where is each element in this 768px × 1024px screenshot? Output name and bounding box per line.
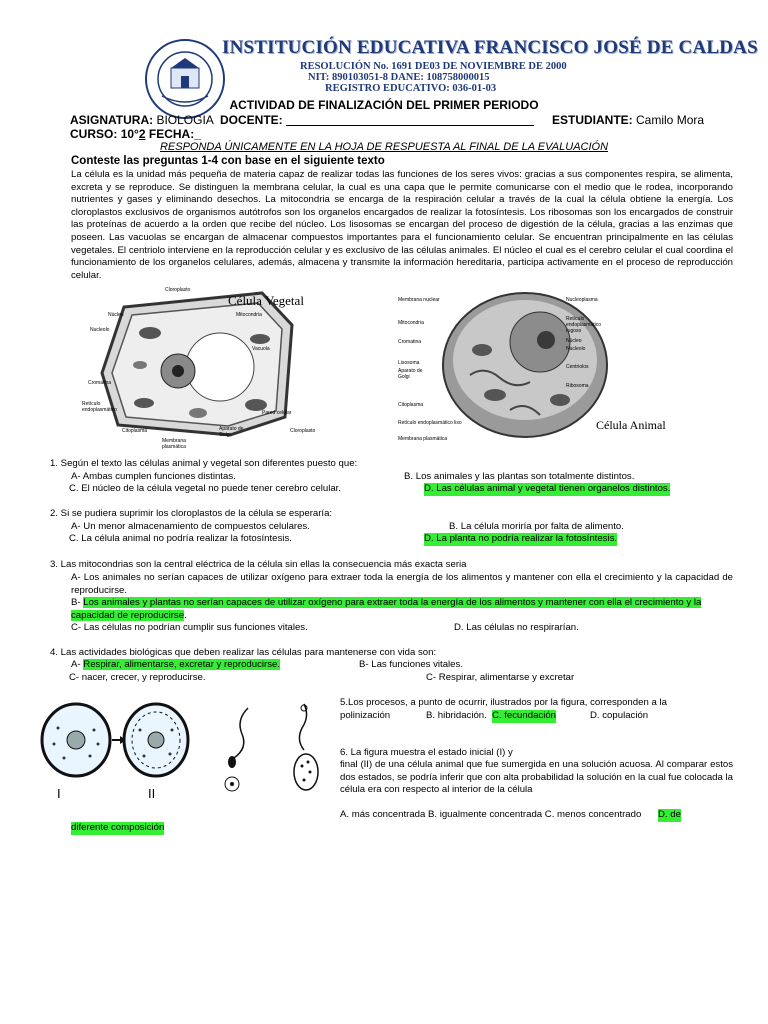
question-4-option-b[interactable]: B- Las funciones vitales. [359, 659, 463, 670]
plant-label-reticulum: Retículo endoplasmático [82, 401, 118, 413]
question-1-option-a[interactable]: A- Ambas cumplen funciones distintas. [71, 471, 236, 482]
animal-cell-title: Célula Animal [596, 418, 666, 432]
plant-label-nucleolus: Nucleolo [90, 327, 110, 333]
resolution-line: RESOLUCIÓN No. 1691 DE03 DE NOVIEMBRE DE 2000 [300, 61, 567, 72]
question-3-option-b-prefix: B- [71, 597, 81, 608]
animal-label-smooth-er: Retículo endoplasmático liso [398, 420, 462, 426]
state-label-i: I [57, 786, 61, 801]
question-4-option-a-text: Respirar, alimentarse, excretar y reproducirse. [83, 659, 281, 670]
plant-label-chloroplast: Cloroplasto [165, 287, 191, 293]
teacher-field [220, 113, 283, 127]
plant-label-cell-wall: Pared celular [262, 410, 292, 416]
teacher-label: DOCENTE: [220, 113, 283, 127]
animal-label-nucleoplasm: Nucleoplasma [566, 297, 598, 303]
school-name: INSTITUCIÓN EDUCATIVA FRANCISCO JOSÉ DE CALDAS [222, 37, 758, 58]
question-4-option-a-prefix: A- [71, 659, 81, 670]
question-2-stem: 2. Si se pudiera suprimir los cloroplastos de la célula se esperaría: [50, 508, 333, 519]
question-1-stem: 1. Según el texto las células animal y vegetal son diferentes puesto que: [50, 458, 358, 469]
student-field [552, 113, 704, 127]
question-2-option-a[interactable]: A- Un menor almacenamiento de compuestos celulares. [71, 521, 310, 532]
question-3-option-b-text: Los animales y plantas no serían capaces de utilizar oxígeno para extraer toda la energía de los alimentos y mantener con ella el crecimiento y la capacidad de reproducirse [71, 597, 702, 621]
question-1-option-b[interactable]: B. Los animales y las plantas son totalmente distintos. [404, 471, 635, 482]
plant-label-chloroplast-2: Cloroplasto [290, 428, 316, 434]
question-5-option-b[interactable]: B. hibridación. [426, 710, 487, 721]
question-3-option-a[interactable]: A- Los animales no serían capaces de utilizar oxígeno para extraer toda la energía de los alimentos y mantener con ella el crecimiento y la capacidad de reproducirse. [71, 572, 733, 596]
plant-cell-figure [80, 285, 350, 445]
course-field [70, 127, 201, 141]
question-3-option-b-suffix: . [184, 609, 187, 621]
course-label: CURSO: [70, 127, 118, 141]
student-label: ESTUDIANTE: [552, 113, 633, 127]
plant-label-vacuole: Vacuola [252, 346, 270, 352]
teacher-blank[interactable] [286, 125, 534, 126]
subject-value: BIOLOGIA [156, 113, 214, 127]
animal-label-plasma-membrane: Membrana plasmática [398, 436, 448, 442]
question-3-option-b[interactable] [71, 597, 733, 622]
animal-label-golgi: Aparato de Golgi [398, 368, 423, 380]
question-6-option-d[interactable]: D. de [658, 809, 681, 820]
plant-label-membrane: Membrana plasmática [162, 438, 186, 450]
plant-label-cytoplasm: Citoplasma [122, 428, 148, 434]
animal-label-nuclear-membrane: Membrana nuclear [398, 297, 440, 303]
question-4-option-d[interactable]: C- Respirar, alimentarse y excretar [426, 672, 575, 683]
animal-label-nucleus: Núcleo [566, 338, 582, 344]
animal-label-mitochondria: Mitocondria [398, 320, 424, 326]
state-label-ii: II [148, 786, 156, 801]
course-group: 2 [138, 127, 146, 141]
date-label: FECHA:_ [148, 127, 201, 141]
plant-label-nucleus: Núcleo [108, 312, 124, 318]
question-5-stem: 5.Los procesos, a punto de ocurrir, ilustrados por la figura, corresponden a la [340, 697, 667, 708]
plant-cell-title: Célula Vegetal [228, 293, 304, 308]
animal-label-nucleolus: Nucleolo [566, 346, 586, 352]
question-1-option-d[interactable]: D. Las células animal y vegetal tienen organelos distintos. [424, 483, 671, 494]
question-5-option-c[interactable]: C. fecundación [492, 710, 556, 721]
course-value: 10° [120, 127, 139, 141]
question-6-stem: final (II) de una célula animal que fue sumergida en una solución acuosa. Al comparar estos dos estados, se podría inferir que con alta probabilidad la solución en la cual fue colocada la célula era con respecto al interior de la célula [340, 759, 733, 796]
question-4-stem: 4. Las actividades biológicas que deben realizar las células para mantenerse con vida son: [50, 647, 437, 658]
plant-label-mitochondria: Mitocondria [236, 312, 262, 318]
subject-label: ASIGNATURA: [70, 113, 154, 127]
nit-line: NIT: 890103051-8 DANE: 108758000015 [308, 72, 490, 83]
animal-label-cytoplasm: Citoplasma [398, 402, 424, 408]
activity-title: ACTIVIDAD DE FINALIZACIÓN DEL PRIMER PERIODO [229, 98, 539, 112]
question-4-option-c[interactable]: C- nacer, crecer, y reproducirse. [69, 672, 206, 683]
animal-label-ribosome: Ribosoma [566, 383, 589, 389]
question-6-option-d-continued[interactable]: diferente composición [71, 822, 165, 833]
question-2-option-c[interactable]: C. La célula animal no podría realizar la fotosíntesis. [69, 533, 292, 544]
student-value: Camilo Mora [636, 113, 705, 127]
question-3-stem: 3. Las mitocondrias son la central eléctrica de la célula sin ellas la consecuencia más exacta seria [50, 559, 467, 570]
registry-line: REGISTRO EDUCATIVO: 036-01-03 [325, 83, 497, 94]
question-3-option-d[interactable]: D. Las células no respirarían. [454, 622, 579, 633]
question-1-option-c[interactable]: C. El núcleo de la célula vegetal no puede tener cerebro celular. [69, 483, 341, 494]
plant-label-golgi: Aparato de Golgi [219, 426, 244, 438]
fertilization-figure [196, 700, 336, 810]
animal-label-chromatin: Cromatina [398, 339, 422, 345]
animal-label-centrioles: Centriolos [566, 364, 589, 370]
plant-label-chromatin: Cromatina [88, 380, 112, 386]
instruction: RESPONDA ÚNICAMENTE EN LA HOJA DE RESPUESTA AL FINAL DE LA EVALUACIÓN [159, 141, 609, 153]
reading-passage: La célula es la unidad más pequeña de materia capaz de realizar todas las funciones de los seres vivos: gracias a sus componentes respira, se alimenta, excreta y se reproduce. Se distinguen la membrana celular, la cual es una capa que le permite comunicarse con el medio que le rodea, incorporando nutrientes y gases y eliminando desechos. La mitocondria se encarga de la respiración celular a través de la cual la célula obtiene la energía. Los cloroplastos exclusivos de organismos autótrofos son los organelos encargados de realizar la fotosíntesis. Los ribosomas son los encargados de construir las proteínas de acuerdo a la orden que recibe del núcleo. Los lisosomas se encargan del proceso de digestión de la célula, gracias a las enzimas que poseen. Las vacuolas se encargan de almacenar compuestos importantes para el funcionamiento celular. Se encuentran principalmente en las células vegetales. El centriolo interviene en la reproducción celular y es exclusivo de las células animales. El núcleo el cual es el cerebro celular el cual coordina el funcionamiento de los organelos celulares, además, almacena y transmite la información hereditaria, participa activamente en el proceso de reproducción celular. [71, 169, 733, 281]
question-6-options[interactable]: A. más concentrada B. igualmente concentrada C. menos concentrado [340, 809, 642, 820]
question-6-stem-line1: 6. La figura muestra el estado inicial (I) y [340, 747, 513, 758]
question-2-option-b[interactable]: B. La célula moriría por falta de alimento. [449, 521, 624, 532]
question-4-option-a[interactable] [71, 659, 280, 672]
question-3-option-c[interactable]: C- Las células no podrían cumplir sus funciones vitales. [71, 622, 308, 633]
question-5-option-a[interactable]: polinización [340, 710, 391, 721]
animal-label-rough-er: Retículo endoplasmático rugoso [566, 316, 602, 334]
section-heading: Conteste las preguntas 1-4 con base en el siguiente texto [71, 155, 385, 167]
question-5-option-d[interactable]: D. copulación [590, 710, 649, 721]
subject-field [70, 113, 214, 127]
question-2-option-d[interactable]: D. La planta no podría realizar la fotosíntesis. [424, 533, 618, 544]
animal-label-lysosome: Lisosoma [398, 360, 420, 366]
